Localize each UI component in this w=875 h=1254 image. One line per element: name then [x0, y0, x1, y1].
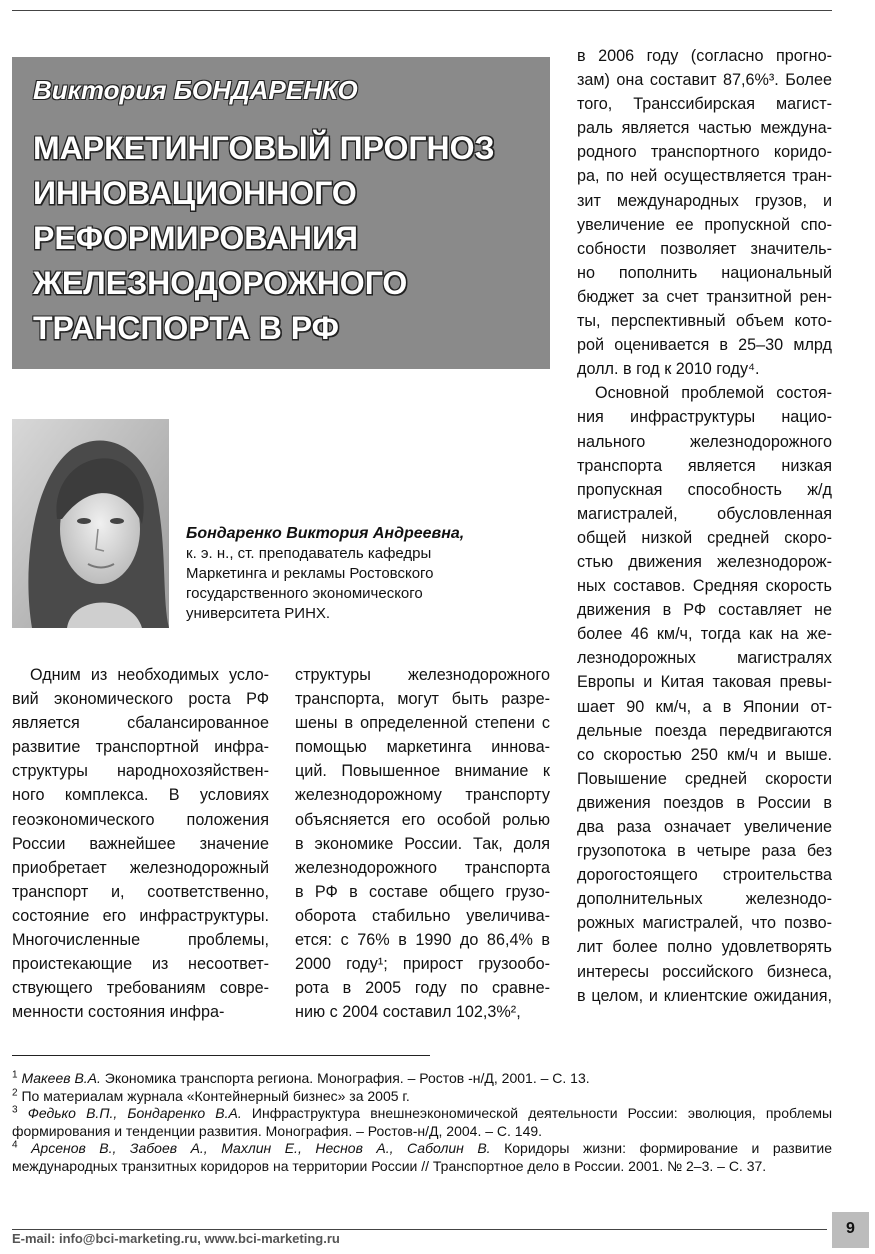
text-line: родного транспортного коридо-: [577, 143, 832, 162]
text-line: нального железнодорожного: [577, 432, 832, 451]
title-line: ИННОВАЦИОННОГО: [33, 175, 357, 211]
author-photo: [12, 419, 169, 628]
text-line: шены в определенной степени с: [295, 714, 550, 733]
text-line: Многочисленные проблемы,: [12, 931, 269, 950]
text-line: ты, перспективный объем кото-: [577, 312, 832, 331]
paragraph: [577, 381, 832, 1007]
text-line: железнодорожного транспорта: [295, 858, 550, 877]
text-line: но пополнить национальный: [577, 263, 832, 282]
footnote-4: $^4$ Арсенов В., Забоев А., Махлин Е., Неснов А., Саболин В. Коридоры жизни: формирование и развитие: [12, 1139, 832, 1156]
text-line: ется: с 76% в 1990 до 86,4% в: [295, 931, 550, 950]
text-line: бюджет за счет транзитной рен-: [577, 287, 832, 306]
text-line: нию с 2004 составил 102,3%²,: [295, 1003, 521, 1022]
text-line: собности позволяет значитель-: [577, 239, 832, 258]
text-line: увеличение ее пропускной спо-: [577, 215, 832, 234]
text-column-3: [577, 44, 832, 1008]
footnote-2: $^2$ По материалам журнала «Контейнерный бизнес» за 2005 г.: [12, 1086, 410, 1104]
text-line: лит более полно удовлетворять: [577, 938, 832, 957]
text-line: в целом, и клиентские ожидания,: [577, 986, 832, 1005]
text-line: движения поездов в России в: [577, 793, 832, 812]
text-line: развитие транспортной инфра-: [12, 738, 269, 757]
text-line: в экономике России. Так, доля: [295, 834, 550, 853]
text-line: приобретает железнодорожный: [12, 858, 269, 877]
text-column-1: [12, 663, 269, 1024]
text-line: ного комплекса. В условиях: [12, 786, 269, 805]
text-line: состояние его инфраструктуры.: [12, 906, 269, 925]
text-line: геоэкономического положения: [12, 810, 269, 829]
text-line: России важнейшее значение: [12, 834, 269, 853]
bio-line: Маркетинга и рекламы Ростовского: [186, 565, 434, 582]
text-line: в 2006 году (согласно прогно-: [577, 47, 832, 65]
footnote-3-cont: формирования и тенденции развития. Монография. – Ростов-н/Д, 2004. – С. 149.: [12, 1122, 543, 1139]
text-line: рожных магистралей, что позво-: [577, 914, 832, 933]
text-line: со скоростью 250 км/ч и выше.: [577, 745, 832, 764]
text-line: движения в РФ составляет не: [577, 601, 832, 620]
top-rule: [12, 10, 832, 11]
text-line: в РФ в составе общего грузо-: [295, 882, 550, 901]
bio-line: университета РИНХ.: [186, 605, 331, 622]
text-line: общей низкой средней скоро-: [577, 528, 832, 547]
text-line: транспорт и, соответственно,: [12, 882, 269, 901]
text-line: зит международных грузов, и: [577, 191, 832, 210]
text-line: дорогостоящего строительства: [577, 866, 832, 885]
text-line: рой оценивается в 25–30 млрд: [577, 336, 832, 355]
text-line: магистралей, обусловленная: [577, 504, 832, 523]
text-line: структуры железнодорожного: [295, 666, 550, 684]
paragraph: [577, 44, 832, 381]
bio-name: Бондаренко Виктория Андреевна,: [186, 525, 465, 542]
text-line: того, Транссибирская магист-: [577, 95, 832, 114]
title-line: ТРАНСПОРТА В РФ: [33, 310, 339, 346]
footnote-3: $^3$ Федько В.П., Бондаренко В.А. Инфраструктура внешнеэкономической деятельности России: эволюция, проблемы: [12, 1104, 833, 1121]
text-line: ра, по ней осуществляется тран-: [577, 167, 832, 186]
text-line: зам) она составит 87,6%³. Более: [577, 71, 832, 90]
author-bio: [186, 524, 526, 624]
text-line: является сбалансированное: [12, 714, 269, 733]
page-number-box: [832, 1212, 869, 1248]
text-line: пропускная способность ж/д: [577, 480, 832, 499]
bio-line: государственного экономического: [186, 585, 423, 602]
text-line: помощью маркетинга иннова-: [295, 738, 550, 757]
text-line: структуры народнохозяйствен-: [12, 762, 269, 781]
article-author: Виктория БОНДАРЕНКО: [33, 75, 358, 105]
title-line: ЖЕЛЕЗНОДОРОЖНОГО: [33, 265, 408, 301]
footnote-4-cont: международных транзитных коридоров на территории России // Транспортное дело в России. 2001. № 2–3. – С. 37.: [12, 1157, 767, 1174]
footnotes: [12, 1070, 832, 1175]
text-line: стью движения железнодорож-: [577, 552, 832, 571]
text-line: транспорта, могут быть разре-: [295, 690, 550, 709]
text-line: Основной проблемой состоя-: [595, 384, 832, 403]
text-line: объясняется его особой ролью: [295, 810, 550, 829]
page-number: 9: [846, 1220, 855, 1237]
text-line: ных составов. Средняя скорость: [577, 577, 832, 596]
bio-line: к. э. н., ст. преподаватель кафедры: [186, 545, 432, 562]
footnote-1: $^1$ Макеев В.А. Экономика транспорта региона. Монография. – Ростов -н/Д, 2001. – С. 13.: [12, 1069, 590, 1086]
text-line: дополнительных железнодо-: [577, 890, 832, 909]
text-line: раль является частью междуна-: [577, 119, 832, 138]
text-line: ния инфраструктуры нацио-: [577, 408, 832, 427]
text-column-2: [295, 663, 550, 1024]
text-line: грузопотока в четыре раза без: [577, 842, 832, 861]
bottom-rule: [12, 1229, 827, 1230]
text-line: вий экономического роста РФ: [12, 690, 269, 709]
text-line: транспорта является низкая: [577, 456, 832, 475]
text-line: 2000 году¹; прирост грузообо-: [295, 955, 550, 974]
text-line: долл. в год к 2010 году⁴.: [577, 360, 760, 379]
text-line: рота в 2005 году по сравне-: [295, 979, 550, 998]
text-line: лезнодорожных магистралях: [577, 649, 832, 668]
text-line: два раза означает увеличение: [577, 818, 832, 836]
footer-contacts: E-mail: info@bci-marketing.ru, www.bci-marketing.ru: [12, 1231, 340, 1246]
text-line: ций. Повышенное внимание к: [295, 762, 550, 781]
text-line: дельные поезда передвигаются: [577, 721, 832, 740]
text-line: менности состояния инфра-: [12, 1003, 225, 1022]
title-line: МАРКЕТИНГОВЫЙ ПРОГНОЗ: [33, 130, 495, 166]
title-line: РЕФОРМИРОВАНИЯ: [33, 220, 359, 256]
article-title: [33, 126, 543, 351]
text-line: интересы российского бизнеса,: [577, 962, 832, 981]
text-line: ствующего требованиям совре-: [12, 979, 269, 998]
text-line: оборота стабильно увеличива-: [295, 906, 550, 925]
text-line: шает 90 км/ч, а в Японии от-: [577, 697, 832, 716]
text-line: проистекающие из несоответ-: [12, 955, 269, 974]
text-line: Европы и Китая таковая превы-: [577, 673, 832, 692]
footnote-rule: [12, 1055, 430, 1056]
text-line: Повышение средней скорости: [577, 769, 832, 788]
text-line: Одним из необходимых усло-: [30, 666, 269, 684]
text-line: железнодорожному транспорту: [295, 786, 550, 805]
text-line: более 46 км/ч, тогда как на же-: [577, 625, 832, 644]
